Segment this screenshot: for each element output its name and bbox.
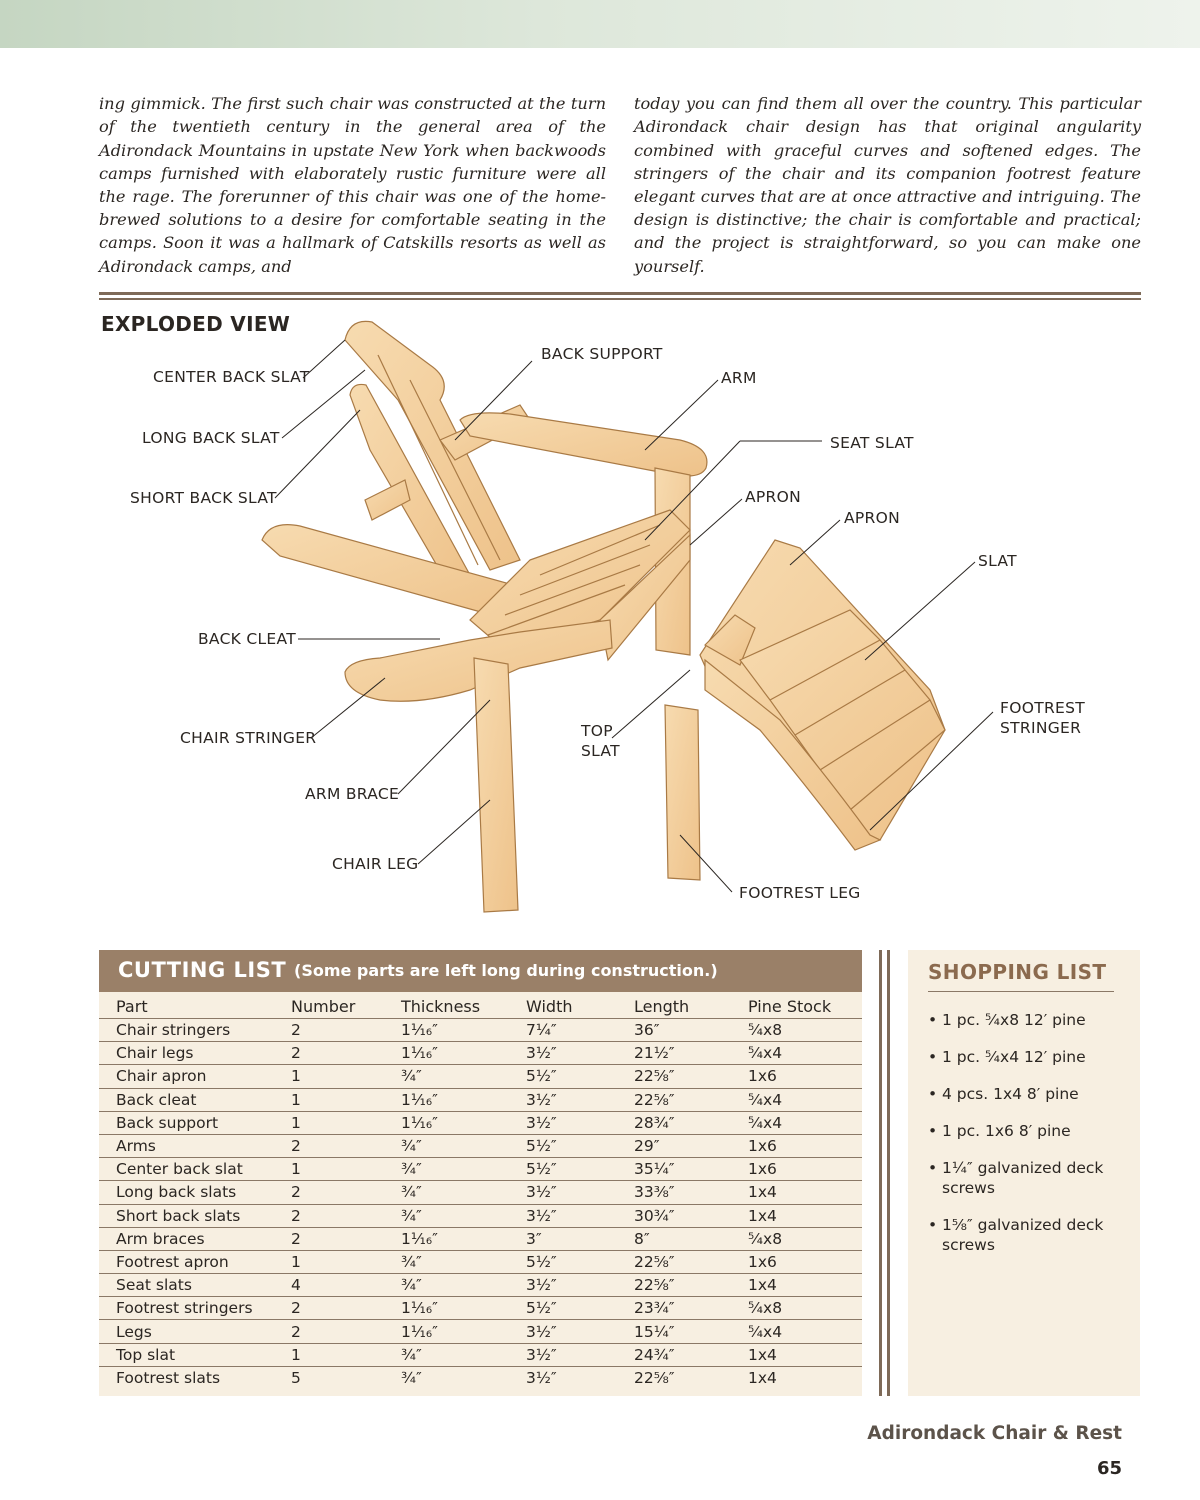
cell-width: 3½″ xyxy=(526,1274,634,1297)
cell-thickness: 1¹⁄₁₆″ xyxy=(401,1111,526,1134)
label-footrest-stringer-line2: STRINGER xyxy=(1000,719,1082,737)
cell-part: Short back slats xyxy=(99,1204,291,1227)
table-row xyxy=(99,1297,862,1320)
bullet-icon: • xyxy=(928,1216,938,1234)
list-item xyxy=(928,1047,1128,1067)
cell-part: Footrest stringers xyxy=(99,1297,291,1320)
cutting-list-header-row xyxy=(99,994,862,1019)
cell-number: 2 xyxy=(291,1227,401,1250)
cell-part: Chair apron xyxy=(99,1065,291,1088)
cell-pine-stock: ⁵⁄₄x8 xyxy=(748,1297,862,1320)
label-chair-leg: CHAIR LEG xyxy=(332,855,419,873)
list-item xyxy=(928,1215,1128,1255)
cell-pine-stock: 1x4 xyxy=(748,1204,862,1227)
cell-thickness: ¾″ xyxy=(401,1204,526,1227)
column-header-width: Width xyxy=(526,996,573,1016)
table-row xyxy=(99,1111,862,1134)
cell-pine-stock: 1x4 xyxy=(748,1343,862,1366)
label-back-cleat: BACK CLEAT xyxy=(198,630,296,648)
column-header-part: Part xyxy=(116,996,148,1016)
table-row xyxy=(99,1366,862,1389)
cell-length: 22⅝″ xyxy=(634,1088,748,1111)
cell-length: 22⅝″ xyxy=(634,1250,748,1273)
cell-pine-stock: 1x6 xyxy=(748,1134,862,1157)
footrest-leg xyxy=(665,705,700,880)
cell-thickness: ¾″ xyxy=(401,1366,526,1389)
list-item-text: 1⅝″ galvanized deck screws xyxy=(942,1216,1104,1254)
table-row xyxy=(99,1320,862,1343)
cell-number: 2 xyxy=(291,1297,401,1320)
cell-length: 15¼″ xyxy=(634,1320,748,1343)
table-row xyxy=(99,1065,862,1088)
cell-part: Long back slats xyxy=(99,1181,291,1204)
list-item xyxy=(928,1158,1128,1198)
cell-number: 4 xyxy=(291,1274,401,1297)
bullet-icon: • xyxy=(928,1085,938,1103)
cutting-list-panel xyxy=(99,950,862,1396)
list-item xyxy=(928,1084,1128,1104)
label-top-slat-line1: TOP xyxy=(581,722,613,740)
table-row xyxy=(99,1250,862,1273)
label-center-back-slat: CENTER BACK SLAT xyxy=(153,368,310,386)
cell-pine-stock: 1x4 xyxy=(748,1181,862,1204)
cell-part: Chair legs xyxy=(99,1042,291,1065)
cell-number: 2 xyxy=(291,1204,401,1227)
cell-part: Center back slat xyxy=(99,1158,291,1181)
cell-width: 3½″ xyxy=(526,1343,634,1366)
cell-length: 8″ xyxy=(634,1227,748,1250)
exploded-view-title: EXPLODED VIEW xyxy=(101,312,291,336)
label-long-back-slat: LONG BACK SLAT xyxy=(142,429,280,447)
cell-length: 30¾″ xyxy=(634,1204,748,1227)
cell-number: 1 xyxy=(291,1158,401,1181)
cell-width: 3″ xyxy=(526,1227,634,1250)
table-row xyxy=(99,1227,862,1250)
cell-length: 21½″ xyxy=(634,1042,748,1065)
cell-width: 3½″ xyxy=(526,1320,634,1343)
cell-thickness: 1¹⁄₁₆″ xyxy=(401,1297,526,1320)
column-header-number: Number xyxy=(291,996,356,1016)
cell-pine-stock: ⁵⁄₄x8 xyxy=(748,1227,862,1250)
table-row xyxy=(99,1204,862,1227)
cell-pine-stock: 1x6 xyxy=(748,1065,862,1088)
cell-pine-stock: 1x4 xyxy=(748,1274,862,1297)
bullet-icon: • xyxy=(928,1048,938,1066)
cell-number: 2 xyxy=(291,1134,401,1157)
label-chair-stringer: CHAIR STRINGER xyxy=(180,729,317,747)
table-row xyxy=(99,1042,862,1065)
cutting-list-subtitle: (Some parts are left long during construction.) xyxy=(294,961,718,980)
cell-number: 1 xyxy=(291,1065,401,1088)
cell-width: 5½″ xyxy=(526,1250,634,1273)
cell-thickness: ¾″ xyxy=(401,1181,526,1204)
chair-leg xyxy=(474,658,518,912)
cell-number: 2 xyxy=(291,1019,401,1042)
cell-pine-stock: 1x6 xyxy=(748,1158,862,1181)
cell-number: 1 xyxy=(291,1088,401,1111)
divider-bar xyxy=(879,950,882,1396)
cell-thickness: ¾″ xyxy=(401,1274,526,1297)
bullet-icon: • xyxy=(928,1011,938,1029)
cell-length: 22⅝″ xyxy=(634,1274,748,1297)
cell-pine-stock: ⁵⁄₄x4 xyxy=(748,1111,862,1134)
cell-thickness: ¾″ xyxy=(401,1065,526,1088)
cell-part: Legs xyxy=(99,1320,291,1343)
list-item-text: 1 pc. ⁵⁄₄x8 12′ pine xyxy=(942,1011,1086,1029)
list-item-text: 1¼″ galvanized deck screws xyxy=(942,1159,1104,1197)
label-back-support: BACK SUPPORT xyxy=(541,345,663,363)
cell-number: 2 xyxy=(291,1042,401,1065)
cell-length: 23¾″ xyxy=(634,1297,748,1320)
label-arm: ARM xyxy=(721,369,757,387)
list-item-text: 1 pc. ⁵⁄₄x4 12′ pine xyxy=(942,1048,1086,1066)
label-top-slat-line2: SLAT xyxy=(581,742,620,760)
cell-length: 33⅜″ xyxy=(634,1181,748,1204)
cell-thickness: 1¹⁄₁₆″ xyxy=(401,1088,526,1111)
shopping-list-title: SHOPPING LIST xyxy=(928,960,1107,984)
label-seat-slat: SEAT SLAT xyxy=(830,434,914,452)
back-cleat xyxy=(365,480,410,520)
cell-width: 3½″ xyxy=(526,1204,634,1227)
cell-part: Footrest slats xyxy=(99,1366,291,1389)
page-number: 65 xyxy=(1096,1458,1122,1479)
column-header-pine-stock: Pine Stock xyxy=(748,996,832,1016)
cell-part: Top slat xyxy=(99,1343,291,1366)
cell-part: Seat slats xyxy=(99,1274,291,1297)
intro-text-left: ing gimmick. The first such chair was constructed at the turn of the twentieth century in the general area of the Adirondack Mountains in upstate New York when backwoods camps furnished with elaborately rustic furniture were all the rage. The forerunner of this chair was one of the home-brewed solutions to a desire for comfortable seating in the camps. Soon it was a hallmark of Catskills resorts as well as Adirondack camps, and xyxy=(99,94,606,276)
cell-width: 7¼″ xyxy=(526,1019,634,1042)
cell-number: 1 xyxy=(291,1250,401,1273)
footer-chapter-title: Adirondack Chair & Rest xyxy=(867,1423,1122,1444)
cell-part: Back support xyxy=(99,1111,291,1134)
table-row xyxy=(99,1134,862,1157)
cell-number: 2 xyxy=(291,1181,401,1204)
cell-number: 1 xyxy=(291,1111,401,1134)
cell-pine-stock: ⁵⁄₄x4 xyxy=(748,1320,862,1343)
chair-arm-right xyxy=(460,413,707,476)
cell-pine-stock: ⁵⁄₄x8 xyxy=(748,1019,862,1042)
cell-width: 5½″ xyxy=(526,1065,634,1088)
label-apron-footrest: APRON xyxy=(844,509,901,527)
cutting-list-table xyxy=(99,994,862,1389)
cell-pine-stock: 1x4 xyxy=(748,1366,862,1389)
cell-length: 29″ xyxy=(634,1134,748,1157)
table-row xyxy=(99,1343,862,1366)
cell-length: 22⅝″ xyxy=(634,1366,748,1389)
cell-number: 1 xyxy=(291,1343,401,1366)
cell-thickness: ¾″ xyxy=(401,1343,526,1366)
cell-part: Arm braces xyxy=(99,1227,291,1250)
intro-text-right: today you can find them all over the country. This particular Adirondack chair design has that original angularity combined with graceful curves and softened edges. The stringers of the chair and its companion footrest feature elegant curves that are at once attractive and intriguing. The design is distinctive; the chair is comfortable and practical; and the project is straightforward, so you can make one yourself. xyxy=(634,94,1141,276)
cell-thickness: 1¹⁄₁₆″ xyxy=(401,1320,526,1343)
cell-pine-stock: ⁵⁄₄x4 xyxy=(748,1088,862,1111)
cell-thickness: 1¹⁄₁₆″ xyxy=(401,1227,526,1250)
shopping-list-panel xyxy=(908,950,1140,1396)
cell-length: 22⅝″ xyxy=(634,1065,748,1088)
shopping-list-rule xyxy=(928,991,1114,992)
cell-pine-stock: 1x6 xyxy=(748,1250,862,1273)
cell-width: 3½″ xyxy=(526,1042,634,1065)
list-item-text: 4 pcs. 1x4 8′ pine xyxy=(942,1085,1079,1103)
cell-width: 5½″ xyxy=(526,1297,634,1320)
cell-length: 28¾″ xyxy=(634,1111,748,1134)
list-item xyxy=(928,1010,1128,1030)
label-footrest-stringer-line1: FOOTREST xyxy=(1000,699,1086,717)
cell-width: 5½″ xyxy=(526,1134,634,1157)
cell-length: 35¼″ xyxy=(634,1158,748,1181)
table-row xyxy=(99,1019,862,1042)
cell-part: Arms xyxy=(99,1134,291,1157)
shopping-list-items xyxy=(928,1010,1128,1272)
cell-width: 3½″ xyxy=(526,1111,634,1134)
column-header-length: Length xyxy=(634,996,690,1016)
cell-length: 36″ xyxy=(634,1019,748,1042)
divider-bar xyxy=(887,950,890,1396)
list-item xyxy=(928,1121,1128,1141)
cell-length: 24¾″ xyxy=(634,1343,748,1366)
table-row xyxy=(99,1274,862,1297)
label-apron-chair: APRON xyxy=(745,488,802,506)
cell-number: 2 xyxy=(291,1320,401,1343)
list-item-text: 1 pc. 1x6 8′ pine xyxy=(942,1122,1071,1140)
label-arm-brace: ARM BRACE xyxy=(305,785,400,803)
table-row xyxy=(99,1088,862,1111)
column-header-thickness: Thickness xyxy=(401,996,481,1016)
label-footrest-leg: FOOTREST LEG xyxy=(739,884,861,902)
label-short-back-slat: SHORT BACK SLAT xyxy=(130,489,277,507)
cutting-list-header xyxy=(99,950,862,992)
cell-width: 5½″ xyxy=(526,1158,634,1181)
bullet-icon: • xyxy=(928,1122,938,1140)
table-row xyxy=(99,1158,862,1181)
cutting-list-title: CUTTING LIST xyxy=(118,958,287,982)
cell-thickness: ¾″ xyxy=(401,1158,526,1181)
cell-width: 3½″ xyxy=(526,1366,634,1389)
cell-width: 3½″ xyxy=(526,1181,634,1204)
cell-number: 5 xyxy=(291,1366,401,1389)
cell-part: Chair stringers xyxy=(99,1019,291,1042)
cell-thickness: 1¹⁄₁₆″ xyxy=(401,1042,526,1065)
cell-part: Footrest apron xyxy=(99,1250,291,1273)
label-slat: SLAT xyxy=(978,552,1017,570)
cell-thickness: ¾″ xyxy=(401,1134,526,1157)
cell-part: Back cleat xyxy=(99,1088,291,1111)
table-row xyxy=(99,1181,862,1204)
cell-width: 3½″ xyxy=(526,1088,634,1111)
bullet-icon: • xyxy=(928,1159,938,1177)
cell-thickness: ¾″ xyxy=(401,1250,526,1273)
cell-pine-stock: ⁵⁄₄x4 xyxy=(748,1042,862,1065)
cell-thickness: 1¹⁄₁₆″ xyxy=(401,1019,526,1042)
